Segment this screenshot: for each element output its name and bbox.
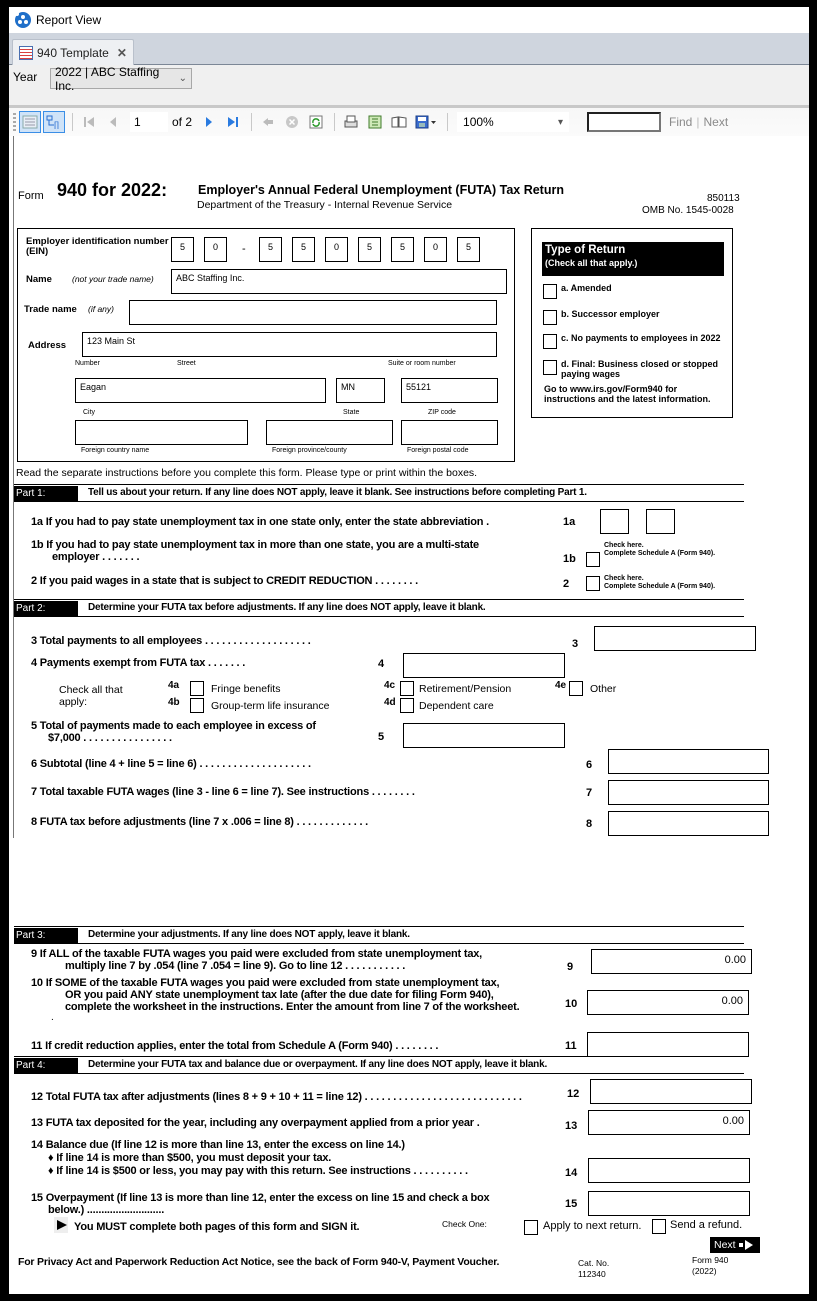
chevron-down-icon: ⌄ (178, 73, 187, 84)
line-1b-checkbox[interactable] (586, 552, 600, 567)
send-refund-checkbox[interactable] (652, 1219, 666, 1234)
part-4-header (14, 1058, 744, 1074)
part-3-header (14, 928, 744, 944)
line-14-number: 14 (565, 1167, 578, 1179)
part-1-description: Tell us about your return. If any line does NOT apply, leave it blank. See instructions before completing Part 1. (88, 487, 587, 498)
check-one-label: Check One: (442, 1219, 487, 1229)
line-1a-number: 1a (563, 516, 576, 528)
ein-digit-box[interactable]: 5 (171, 237, 194, 262)
name-field[interactable]: ABC Staffing Inc. (171, 269, 507, 294)
line-7-text: 7 Total taxable FUTA wages (line 3 - line 6 = line 7). See instructions . . . . . . . . (31, 786, 415, 798)
line-2-checkbox[interactable] (586, 576, 600, 591)
previous-page-button[interactable] (102, 111, 124, 133)
line-8-text: 8 FUTA tax before adjustments (line 7 x .006 = line 8) . . . . . . . . . . . . . (31, 816, 369, 828)
line-14-text: 14 Balance due (If line 12 is more than line 13, enter the excess on line 14.) (31, 1139, 405, 1151)
line-15-number: 15 (565, 1198, 578, 1210)
zip-field[interactable]: 55121 (401, 378, 498, 403)
line-11-text: 11 If credit reduction applies, enter the total from Schedule A (Form 940) . . . . . . . . (31, 1040, 439, 1052)
form-main-title: Employer's Annual Federal Unemployment (FUTA) Tax Return (198, 183, 564, 197)
ein-digit-box[interactable]: 5 (292, 237, 315, 262)
line-4b-label: Group-term life insurance (211, 700, 330, 712)
line-10-stray-mark: . (51, 1012, 54, 1023)
type-of-return-section (531, 228, 733, 418)
export-button[interactable] (412, 111, 440, 133)
name-hint: (not your trade name) (72, 274, 154, 284)
line-4c-label: Retirement/Pension (419, 683, 512, 695)
page-setup-button[interactable] (388, 111, 410, 133)
dropdown-arrow-icon: ▾ (557, 116, 564, 128)
refresh-button[interactable] (305, 111, 327, 133)
part-4-tag: Part 4: (14, 1058, 78, 1073)
line-4a-label: Fringe benefits (211, 683, 281, 695)
svg-text:[]: [] (54, 120, 60, 129)
line-15-text-cont: below.) ........................... (48, 1204, 165, 1216)
title-bar (9, 7, 809, 33)
zip-caption: ZIP code (428, 409, 456, 416)
find-separator: | (696, 115, 700, 129)
form-year-footer: (2022) (692, 1266, 717, 1276)
first-page-icon (83, 116, 95, 128)
back-button[interactable] (257, 111, 279, 133)
type-of-return-option-label: a. Amended (561, 283, 612, 293)
line-9-number: 9 (567, 961, 574, 973)
line-13-number: 13 (565, 1120, 578, 1132)
page-count-label: of 2 (172, 115, 193, 129)
ein-digit-box[interactable]: 0 (204, 237, 227, 262)
line-11-number: 11 (565, 1040, 577, 1052)
irs-website-note: Go to www.irs.gov/Form940 for instructions and the latest information. (544, 384, 711, 404)
foreign-country-caption: Foreign country name (81, 447, 150, 454)
line-1b-text: 1b If you had to pay state unemployment tax in more than one state, you are a multi-state (31, 539, 479, 551)
line-4a-code: 4a (168, 680, 180, 691)
omb-number: OMB No. 1545-0028 (642, 205, 734, 216)
send-refund-label: Send a refund. (670, 1219, 743, 1231)
line-4d-checkbox[interactable] (400, 698, 414, 713)
type-of-return-subtitle: (Check all that apply.) (545, 258, 638, 268)
next-page-form-button[interactable] (710, 1237, 760, 1253)
form-title: 940 for 2022: (57, 180, 168, 200)
name-label: Name (26, 274, 52, 285)
part-2-header (14, 601, 744, 617)
refresh-icon (309, 115, 323, 129)
year-select-value: 2022 | ABC Staffing Inc. (55, 64, 160, 93)
arrow-marker-icon (54, 1217, 68, 1233)
line-2-check-here: Check here. (604, 575, 644, 582)
type-of-return-option-label: c. No payments to employees in 2022 (561, 333, 721, 343)
next-arrow-icon (739, 1240, 755, 1250)
line-3-number: 3 (572, 638, 579, 650)
identification-section (17, 228, 515, 462)
line-7-field[interactable] (608, 780, 769, 805)
number-caption: Number (75, 360, 100, 367)
address-label: Address (28, 340, 67, 351)
part-2-tag: Part 2: (14, 601, 78, 616)
city-caption: City (83, 409, 96, 416)
print-layout-button[interactable] (364, 111, 386, 133)
apply-next-return-label: Apply to next return. (543, 1220, 642, 1232)
part-1-tag: Part 1: (14, 486, 78, 501)
save-icon (415, 115, 437, 129)
stop-button[interactable] (281, 111, 303, 133)
line-15-field[interactable] (588, 1191, 750, 1216)
toggle-parameters-button[interactable] (19, 111, 41, 133)
type-of-return-option-label: d. Final: Business closed or stopped paying wages (561, 359, 719, 379)
department-text: Department of the Treasury - Internal Revenue Service (197, 199, 453, 211)
line-4e-code: 4e (555, 680, 567, 691)
line-1b-complete-schedule: Complete Schedule A (Form 940). (604, 550, 716, 557)
line-9-text-cont: multiply line 7 by .054 (line 7 .054 = line 9). Go to line 12 . . . . . . . . . . . (65, 960, 406, 972)
line-10-number: 10 (565, 998, 578, 1010)
print-button[interactable] (340, 111, 362, 133)
line-4c-code: 4c (384, 680, 396, 691)
line-5-text: 5 Total of payments made to each employee in excess of (31, 720, 316, 732)
form-word: Form (18, 190, 44, 202)
line-8-number: 8 (586, 818, 593, 830)
tab-940-template[interactable] (12, 39, 134, 65)
line-4-check-all-label: Check all that apply: (59, 684, 123, 708)
next-page-icon (203, 116, 215, 128)
line-10-text-cont: OR you paid ANY state unemployment tax late (after the due date for filing Form 940), (65, 989, 494, 1001)
state-caption: State (343, 409, 360, 416)
line-2-complete-schedule: Complete Schedule A (Form 940). (604, 583, 716, 590)
ein-digit-box[interactable]: 5 (358, 237, 381, 262)
foreign-province-caption: Foreign province/county (272, 447, 347, 454)
toolbar-separator (447, 113, 448, 131)
app-logo-icon (15, 12, 31, 28)
line-10-text: 10 If SOME of the taxable FUTA wages you paid were excluded from state unemployment tax, (31, 977, 500, 989)
line-13-text: 13 FUTA tax deposited for the year, including any overpayment applied from a prior year . (31, 1117, 480, 1129)
line-1b-check-here: Check here. (604, 542, 644, 549)
line-4e-label: Other (590, 683, 617, 695)
line-1a-state-char-1[interactable] (600, 509, 629, 534)
toggle-document-map-button[interactable] (43, 111, 65, 133)
line-4-field[interactable] (403, 653, 565, 678)
ein-digit-box[interactable]: 0 (325, 237, 348, 262)
line-9-text: 9 If ALL of the taxable FUTA wages you paid were excluded from state unemployment tax, (31, 948, 483, 960)
line-4-number: 4 (378, 658, 385, 670)
part-4-description: Determine your FUTA tax and balance due or overpayment. If any line does NOT apply, leave it blank. (88, 1059, 548, 1070)
form-code: 850113 (707, 193, 740, 204)
line-14-bullet-2: ♦ If line 14 is $500 or less, you may pay with this return. See instructions . . . . . . . . . . (48, 1165, 468, 1177)
zoom-value: 100% (463, 115, 494, 129)
toolbar-separator (251, 113, 252, 131)
part-1-header (14, 486, 744, 502)
line-4b-checkbox[interactable] (190, 698, 204, 713)
toolbar-separator (334, 113, 335, 131)
next-page-button[interactable] (198, 111, 220, 133)
type-of-return-header (542, 242, 724, 276)
line-4e-checkbox[interactable] (569, 681, 583, 696)
line-13-field[interactable]: 0.00 (588, 1110, 750, 1135)
line-4-text: 4 Payments exempt from FUTA tax . . . . . . . (31, 657, 246, 669)
find-link[interactable]: Find (669, 115, 693, 129)
line-4a-checkbox[interactable] (190, 681, 204, 696)
find-next-link[interactable]: Next (703, 115, 729, 129)
document-map-icon (46, 115, 62, 129)
report-page (14, 136, 809, 1294)
apply-next-return-checkbox[interactable] (524, 1220, 538, 1235)
cat-no-label: Cat. No. (578, 1258, 610, 1268)
year-label: Year (13, 70, 38, 84)
first-page-button[interactable] (78, 111, 100, 133)
tab-label: 940 Template (37, 45, 109, 60)
previous-page-icon (107, 116, 119, 128)
type-of-return-option-label: b. Successor employer (561, 309, 660, 319)
ein-label: Employer identification number (EIN) (26, 236, 169, 257)
part-3-description: Determine your adjustments. If any line does NOT apply, leave it blank. (88, 929, 410, 940)
tab-bar (9, 33, 809, 65)
line-6-text: 6 Subtotal (line 4 + line 5 = line 6) . . . . . . . . . . . . . . . . . . . . (31, 758, 311, 770)
type-of-return-checkbox[interactable] (543, 310, 557, 325)
next-button-label: Next (714, 1239, 736, 1251)
year-select[interactable] (50, 64, 192, 93)
line-6-field[interactable] (608, 749, 769, 774)
line-4c-checkbox[interactable] (400, 681, 414, 696)
ein-digit-box[interactable]: 0 (424, 237, 447, 262)
street-caption: Street (177, 360, 196, 367)
ein-digit-box[interactable]: 5 (391, 237, 414, 262)
line-9-field[interactable]: 0.00 (591, 949, 752, 974)
type-of-return-checkbox[interactable] (543, 360, 557, 375)
form-number-footer: Form 940 (692, 1255, 729, 1265)
type-of-return-checkbox[interactable] (543, 334, 557, 349)
line-1b-text-cont: employer . . . . . . . (52, 551, 140, 563)
line-8-field[interactable] (608, 811, 769, 836)
line-5-number: 5 (378, 731, 385, 743)
find-input[interactable] (587, 112, 661, 132)
toolbar-grip[interactable] (13, 113, 16, 131)
line-2-number: 2 (563, 578, 570, 590)
line-12-text: 12 Total FUTA tax after adjustments (lines 8 + 9 + 10 + 11 = line 12) . . . . . . . . . . . . . . . . . . . . . . . . . . . . (31, 1091, 522, 1103)
page-edge-line (13, 136, 14, 838)
address-field[interactable]: 123 Main St (82, 332, 497, 357)
part-2-description: Determine your FUTA tax before adjustments. If any line does NOT apply, leave it blank. (88, 602, 486, 613)
line-6-number: 6 (586, 759, 593, 771)
zoom-select[interactable] (457, 112, 569, 132)
trade-name-hint: (if any) (88, 304, 114, 314)
cat-no-value: 112340 (578, 1269, 606, 1279)
line-1b-number: 1b (563, 553, 576, 565)
line-14-field[interactable] (588, 1158, 750, 1183)
privacy-act-notice: For Privacy Act and Paperwork Reduction Act Notice, see the back of Form 940-V, Payment Voucher. (18, 1256, 500, 1268)
line-1a-state-char-2[interactable] (646, 509, 675, 534)
last-page-button[interactable] (222, 111, 244, 133)
line-4b-code: 4b (168, 697, 180, 708)
line-5-text-cont: $7,000 . . . . . . . . . . . . . . . . (48, 732, 172, 744)
back-arrow-icon (262, 116, 274, 128)
last-page-icon (227, 116, 239, 128)
city-field[interactable]: Eagan (75, 378, 326, 403)
foreign-country-field[interactable] (75, 420, 248, 445)
line-5-field[interactable] (403, 723, 565, 748)
line-1a-text: 1a If you had to pay state unemployment tax in one state only, enter the state abbreviation . (31, 516, 489, 528)
report-toolbar (9, 108, 809, 136)
suite-caption: Suite or room number (388, 360, 456, 367)
foreign-postal-field[interactable] (401, 420, 498, 445)
window-title: Report View (36, 13, 102, 27)
line-3-text: 3 Total payments to all employees . . . . . . . . . . . . . . . . . . . (31, 635, 311, 647)
ein-dash: - (242, 243, 246, 255)
type-of-return-title: Type of Return (545, 244, 626, 256)
foreign-province-field[interactable] (266, 420, 393, 445)
page-setup-icon (391, 115, 407, 129)
line-15-text: 15 Overpayment (If line 13 is more than line 12, enter the excess on line 15 and check a box (31, 1192, 490, 1204)
must-sign-notice: You MUST complete both pages of this form and SIGN it. (74, 1221, 360, 1233)
line-2-text: 2 If you paid wages in a state that is subject to CREDIT REDUCTION . . . . . . . . (31, 575, 418, 587)
line-14-bullet-1: ♦ If line 14 is more than $500, you must deposit your tax. (48, 1152, 332, 1164)
print-layout-icon (368, 115, 382, 129)
line-7-number: 7 (586, 787, 593, 799)
toolbar-separator (72, 113, 73, 131)
stop-icon (285, 115, 299, 129)
line-10-field[interactable]: 0.00 (587, 990, 749, 1015)
close-icon[interactable]: ✕ (116, 45, 127, 60)
printer-icon (343, 115, 359, 129)
type-of-return-checkbox[interactable] (543, 284, 557, 299)
parameters-icon (22, 115, 38, 129)
ein-digit-box[interactable]: 5 (259, 237, 282, 262)
line-12-field[interactable] (590, 1079, 752, 1104)
state-field[interactable]: MN (336, 378, 385, 403)
line-4d-label: Dependent care (419, 700, 494, 712)
trade-name-field[interactable] (129, 300, 497, 325)
parameters-bar (9, 65, 809, 108)
line-4d-code: 4d (384, 697, 396, 708)
foreign-postal-caption: Foreign postal code (407, 447, 469, 454)
line-10-text-cont-2: complete the worksheet in the instructions. Enter the amount from line 7 of the worksheet. (65, 1001, 520, 1013)
page-number-input[interactable] (130, 112, 168, 132)
trade-name-label: Trade name (24, 304, 77, 315)
part-3-tag: Part 3: (14, 928, 78, 943)
line-11-field[interactable] (587, 1032, 749, 1057)
report-icon (19, 46, 33, 60)
line-12-number: 12 (567, 1088, 580, 1100)
ein-digit-box[interactable]: 5 (457, 237, 480, 262)
instructions-text: Read the separate instructions before you complete this form. Please type or print within the boxes. (16, 467, 478, 479)
line-3-field[interactable] (594, 626, 756, 651)
